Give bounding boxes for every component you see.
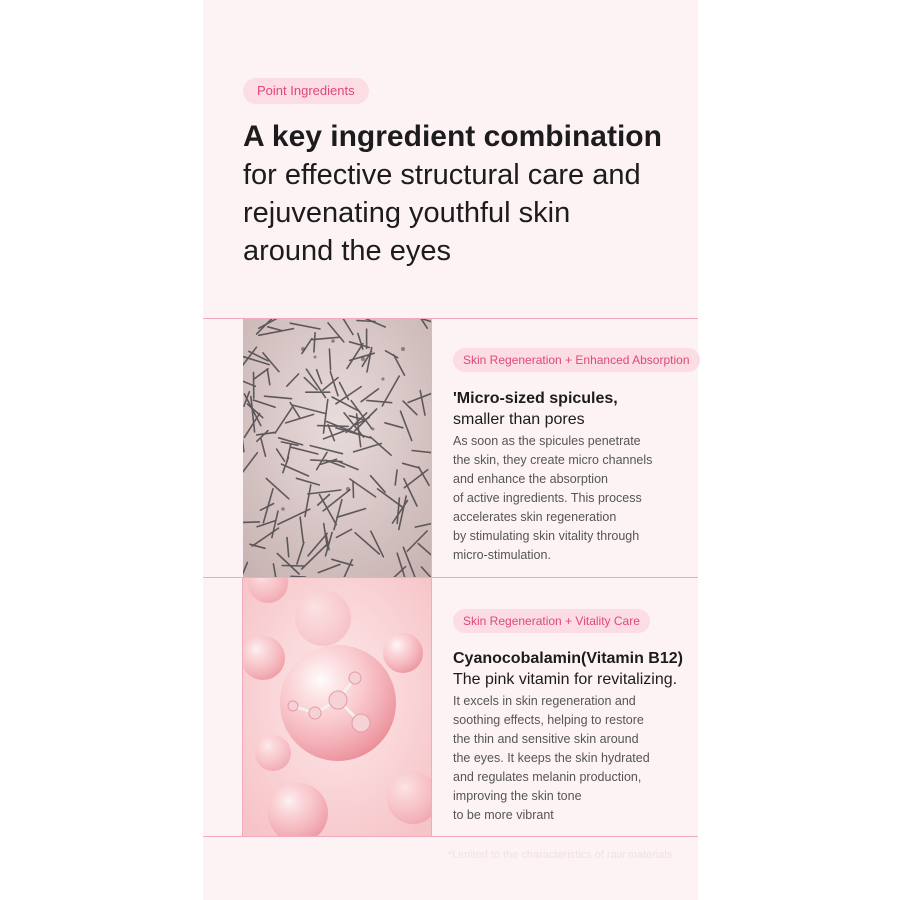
section-2-body-line: It excels in skin regeneration and [453,694,636,708]
section-2-body-line: and regulates melanin production, [453,770,642,784]
section-1-body-line: by stimulating skin vitality through [453,529,640,543]
section-1-title-bold: 'Micro-sized spicules, [453,390,618,407]
footnote: *Limited to the characteristics of raw materials [448,849,673,861]
section-2-body [453,692,693,825]
section-2-title-bold: Cyanocobalamin(Vitamin B12) [453,650,683,667]
section-2-body-line: to be more vibrant [453,808,554,822]
headline-line-1: for effective structural care and [243,159,641,191]
section-1-body-line: and enhance the absorption [453,472,608,486]
section-1-pill: Skin Regeneration + Enhanced Absorption [453,348,700,372]
image-border-right [431,319,432,836]
section-1-title [453,388,693,430]
divider-bottom [203,836,698,837]
section-2-body-line: soothing effects, helping to restore [453,713,644,727]
section-2-body-line: the thin and sensitive skin around [453,732,639,746]
section-2-title-sub: The pink vitamin for revitalizing. [453,671,678,688]
section-2-body-line: the eyes. It keeps the skin hydrated [453,751,650,765]
headline-bold: A key ingredient combination [243,120,662,153]
section-1-body-line: As soon as the spicules penetrate [453,434,641,448]
section-1-title-sub: smaller than pores [453,411,585,428]
section-1-body-line: the skin, they create micro channels [453,453,653,467]
section-2-body-line: improving the skin tone [453,789,582,803]
section-1-body-line: accelerates skin regeneration [453,510,617,524]
section-2-pill: Skin Regeneration + Vitality Care [453,609,650,633]
vitamin-molecule-image [243,578,431,836]
point-ingredients-tag: Point Ingredients [243,78,369,104]
headline [243,118,683,270]
section-1-body [453,432,693,565]
headline-line-2: rejuvenating youthful skin [243,197,571,229]
section-1-body-line: micro-stimulation. [453,548,551,562]
headline-line-3: around the eyes [243,235,451,267]
section-1-body-line: of active ingredients. This process [453,491,642,505]
spicules-micrograph-image [243,319,431,577]
section-2-title [453,648,693,690]
